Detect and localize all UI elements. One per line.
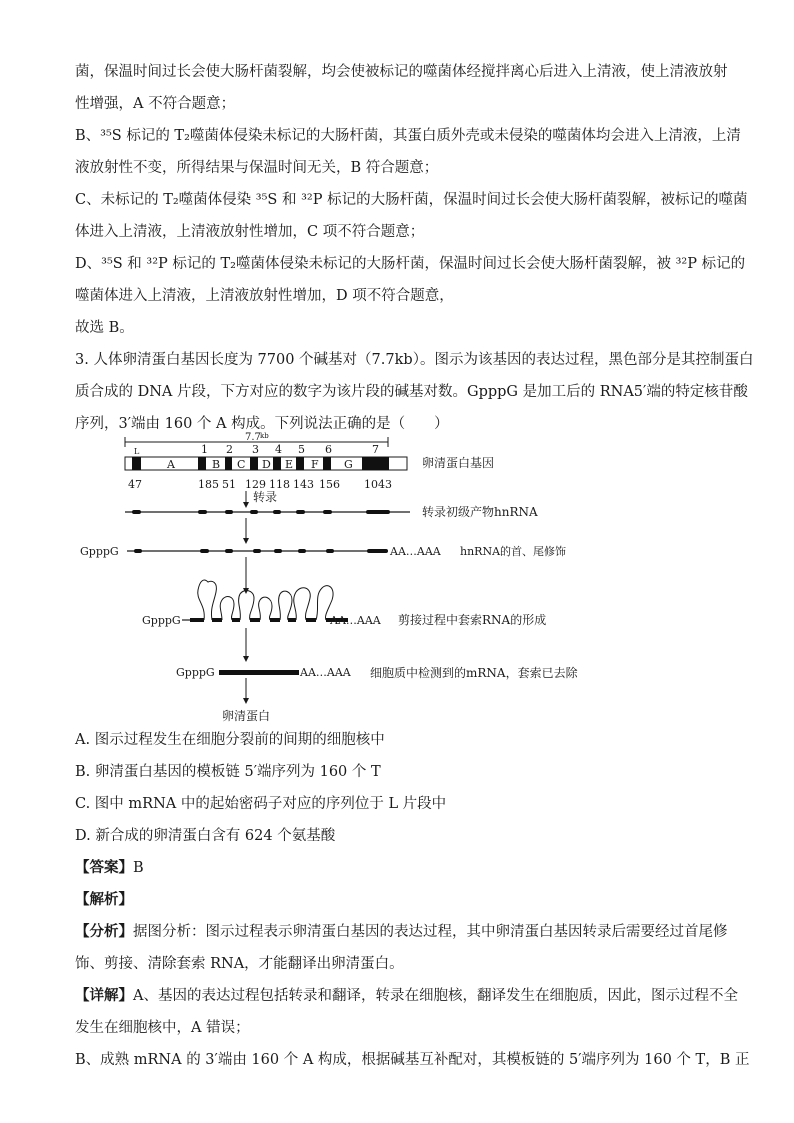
protein-label: 卵清蛋白 xyxy=(222,709,271,723)
analysis-line xyxy=(75,922,728,942)
intron-letter: B xyxy=(212,458,221,471)
exon-3 xyxy=(250,457,258,470)
bp-count: 185 xyxy=(198,478,219,491)
hnrna-label: 转录初级产物hnRNA xyxy=(422,505,538,519)
gene-expression-diagram xyxy=(70,430,650,730)
answer-tag: 【答案】 xyxy=(75,859,133,876)
text-line: 噬菌体进入上清液，上清液放射性增加，D 项不符合题意， xyxy=(75,288,454,304)
exon-5 xyxy=(296,457,304,470)
poly-a-label: AA…AAA xyxy=(330,614,381,627)
bp-count: 118 xyxy=(269,478,290,491)
exon-6 xyxy=(323,457,331,470)
text-line: D、³⁵S 和 ³²P 标记的 T₂噬菌体侵染未标记的大肠杆菌，保温时间过长会使大肠杆菌裂解，被 ³²P 标记的 xyxy=(75,256,746,272)
exon-number: 1 xyxy=(201,443,208,456)
intron-letter: F xyxy=(311,458,319,471)
exon-number: 3 xyxy=(252,443,259,456)
option-a: A. 图示过程发生在细胞分裂前的间期的细胞核中 xyxy=(75,732,385,748)
option-b: B. 卵清蛋白基因的模板链 5′端序列为 160 个 T xyxy=(75,764,381,780)
exon-number: 2 xyxy=(226,443,233,456)
analysis-line: 饰、剪接、清除套索 RNA，才能翻译出卵清蛋白。 xyxy=(75,956,404,972)
analysis-label: 【分析】 xyxy=(75,923,133,940)
intron-letter: A xyxy=(167,458,175,471)
cap-label: GpppG xyxy=(142,614,181,627)
bp-count: 51 xyxy=(222,478,236,491)
question-stem: 质合成的 DNA 片段，下方对应的数字为该片段的碱基对数。GpppG 是加工后的 RNA5′端的特定核苷酸 xyxy=(75,384,748,400)
text-line: 体进入上清液，上清液放射性增加，C 项不符合题意； xyxy=(75,224,425,240)
detail-label: 【详解】 xyxy=(75,987,133,1004)
cap-label: GpppG xyxy=(80,545,119,558)
step4-label: 细胞质中检测到的mRNA，套索已去除 xyxy=(370,666,578,680)
mature-mrna xyxy=(219,670,299,675)
detail-line: B、成熟 mRNA 的 3′端由 160 个 A 构成，根据碱基互补配对，其模板链的 5′端序列为 160 个 T，B 正 xyxy=(75,1052,750,1068)
bp-count: 129 xyxy=(245,478,266,491)
intron-letter: E xyxy=(285,458,294,471)
text-line: 液放射性不变，所得结果与保温时间无关，B 符合题意； xyxy=(75,160,439,176)
intron-letter: C xyxy=(237,458,246,471)
intron-letter: G xyxy=(344,458,353,471)
exon-number: 6 xyxy=(325,443,332,456)
analysis-tag: 【解析】 xyxy=(75,891,133,908)
bp-count: 156 xyxy=(319,478,340,491)
analysis-text: 据图分析：图示过程表示卵清蛋白基因的表达过程，其中卵清蛋白基因转录后需要经过首尾修 xyxy=(133,924,728,940)
text-line: B、³⁵S 标记的 T₂噬菌体侵染未标记的大肠杆菌，其蛋白质外壳或未侵染的噬菌体均会进入上清液，上清 xyxy=(75,128,741,144)
step2-label: hnRNA的首、尾修饰 xyxy=(460,545,567,558)
text-line: C、未标记的 T₂噬菌体侵染 ³⁵S 和 ³²P 标记的大肠杆菌，保温时间过长会使大肠杆菌裂解，被标记的噬菌 xyxy=(75,192,748,208)
poly-a-label: AA…AAA xyxy=(390,545,441,558)
intron-letter: D xyxy=(262,458,271,471)
exon-4 xyxy=(273,457,281,470)
step3-label: 剪接过程中套索RNA的形成 xyxy=(398,613,547,627)
text-line: 性增强，A 不符合题意； xyxy=(75,96,236,112)
detail-line xyxy=(75,986,738,1006)
bp-count: 47 xyxy=(128,478,142,491)
scale-label: 7.7 xyxy=(245,432,261,443)
bp-count: 1043 xyxy=(364,478,392,491)
answer-value: B xyxy=(133,860,144,876)
option-c: C. 图中 mRNA 中的起始密码子对应的序列位于 L 片段中 xyxy=(75,796,447,812)
question-stem: 3. 人体卵清蛋白基因长度为 7700 个碱基对（7.7kb）。图示为该基因的表达过程，黑色部分是其控制蛋白 xyxy=(75,352,754,368)
segment-L-label: L xyxy=(134,447,140,456)
answer-line xyxy=(75,858,725,878)
exon-7 xyxy=(362,457,389,470)
exon-1 xyxy=(198,457,206,470)
text-line: 菌，保温时间过长会使大肠杆菌裂解，均会使被标记的噬菌体经搅拌离心后进入上清液，使上清液放射 xyxy=(75,64,728,80)
bp-count: 143 xyxy=(293,478,314,491)
poly-a-label: AA…AAA xyxy=(300,666,351,679)
detail-text: A、基因的表达过程包括转录和翻译，转录在细胞核，翻译发生在细胞质，因此，图示过程不全 xyxy=(133,988,738,1004)
text-line: 故选 B。 xyxy=(75,320,134,336)
exon-number: 5 xyxy=(298,443,305,456)
gene-label: 卵清蛋白基因 xyxy=(422,456,495,470)
exon-number: 7 xyxy=(372,443,379,456)
exon-L xyxy=(132,457,141,470)
scale-unit: kb xyxy=(260,432,269,440)
exon-2 xyxy=(225,457,232,470)
option-d: D. 新合成的卵清蛋白含有 624 个氨基酸 xyxy=(75,828,336,844)
transcription-label: 转录 xyxy=(253,490,278,504)
detail-line: 发生在细胞核中，A 错误； xyxy=(75,1020,250,1036)
question-stem: 序列，3′端由 160 个 A 构成。下列说法正确的是（ ） xyxy=(75,416,449,432)
exon-number: 4 xyxy=(275,443,282,456)
cap-label: GpppG xyxy=(176,666,215,679)
